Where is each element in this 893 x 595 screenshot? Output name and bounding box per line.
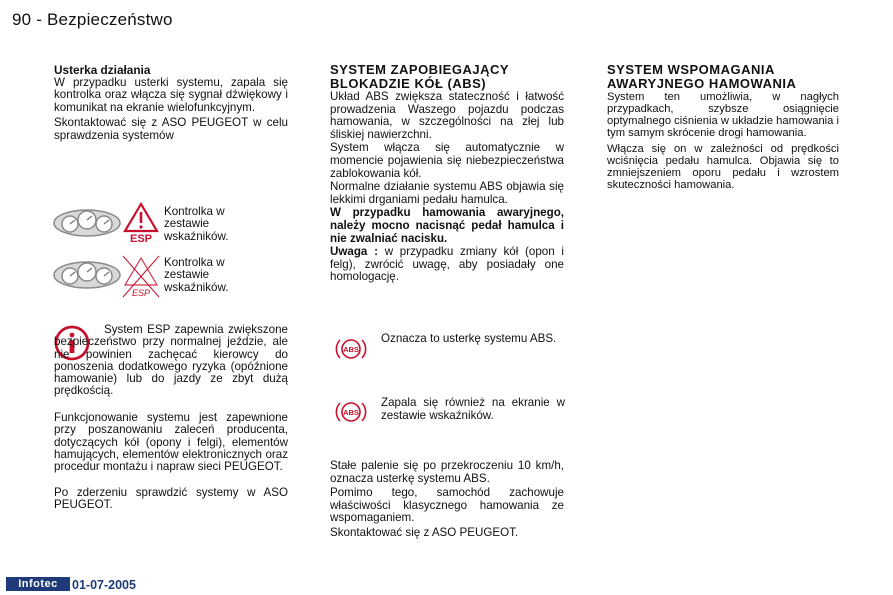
fault-paragraph-1: W przypadku usterki systemu, zapala się kontrolka oraz włącza się sygnał dźwiękowy i komunikat na ekranie wielofunkcyjnym.: [54, 75, 288, 114]
note-text: w przypadku zmiany kół (opon i felg), zwrócić uwagę, aby posiadały one homologację.: [330, 245, 564, 284]
esp-info-paragraph-2: Funkcjonowanie systemu jest zapewnione przy poszanowaniu zaleceń producenta, dotyczących kół (opony i felgi), elementów hamujących, elementów elektronicznych oraz procedur montażu i napraw sieci PEUGEOT.: [54, 411, 288, 474]
brake-assist-paragraph-2: Włącza się on w zależności od prędkości wciśnięcia pedału hamulca. Objawia się to zmniejszeniem oporu pedału i wzrostem skuteczności hamowania.: [607, 143, 839, 191]
lamp-1-label: Kontrolka w zestawie wskaźników.: [164, 205, 229, 243]
column-abs: [330, 63, 564, 284]
abs-paragraph-fallback: Pomimo tego, samochód zachowuje właściwości klasycznego hamowania ze wspomaganiem.: [330, 486, 564, 525]
note-lead: Uwaga :: [330, 245, 378, 259]
abs-warning-icon: [334, 399, 368, 425]
instrument-cluster-icon: [52, 259, 122, 291]
brake-assist-title: SYSTEM WSPOMAGANIA AWARYJNEGO HAMOWANIA: [607, 62, 797, 91]
abs-warning-icon: [334, 336, 368, 362]
abs-paragraph-constant: Stałe palenie się po przekroczeniu 10 km/h, oznacza usterkę systemu ABS.: [330, 459, 564, 485]
fault-paragraph-2: Skontaktować się z ASO PEUGEOT w celu sprawdzenia systemów: [54, 116, 288, 142]
brake-assist-paragraph-1: System ten umożliwia, w nagłych przypadkach, szybsze osiągnięcie optymalnego ciśnienia w układzie hamowania i tym samym skrócenie drogi hamowania.: [607, 91, 839, 139]
instrument-cluster-icon: [52, 207, 122, 239]
fault-heading: Usterka działania: [54, 63, 151, 77]
infotec-logo: Infotec: [6, 577, 70, 591]
abs-paragraph-2: System włącza się automatycznie w momencie pojawienia się niebezpieczeństwa zablokowania kół.: [330, 141, 564, 180]
abs-lamp-1-label: Oznacza to usterkę systemu ABS.: [381, 332, 557, 345]
column-abs-lower: [330, 460, 564, 540]
footer-date: 01-07-2005: [72, 578, 136, 592]
abs-paragraph-note: [330, 246, 564, 284]
abs-title: SYSTEM ZAPOBIEGAJĄCY BLOKADZIE KÓŁ (ABS): [330, 62, 509, 91]
lamp-2-label: Kontrolka w zestawie wskaźników.: [164, 256, 229, 294]
abs-icon-label: ABS: [343, 345, 359, 354]
abs-lamp-2-label: Zapala się również na ekranie w zestawie wskaźników.: [381, 396, 565, 422]
esp-info-paragraph-3: Po zderzeniu sprawdzić systemy w ASO PEUGEOT.: [54, 486, 288, 512]
abs-paragraph-1: Układ ABS zwiększa stateczność i łatwość prowadzenia Waszego pojazdu podczas hamowania, w szczególności na złej lub śliskiej nawierzchni.: [330, 90, 564, 141]
esp-off-icon-label: ESP: [131, 288, 151, 298]
esp-info-paragraph-1: System ESP zapewnia zwiększone bezpieczeństwo przy normalnej jeździe, ale nie powinien zachęcać kierowcy do ponoszenia dodatkowego ryzyka (opóźnione hamowanie) lub do jazdy ze zbyt dużą prędkością.: [54, 323, 288, 398]
esp-icon-label: ESP: [129, 233, 153, 243]
column-brake-assist: [607, 63, 839, 191]
column-esp: [54, 64, 288, 143]
abs-paragraph-3: Normalne działanie systemu ABS objawia się lekkimi drganiami pedału hamulca.: [330, 180, 564, 206]
abs-paragraph-contact: Skontaktować się z ASO PEUGEOT.: [330, 525, 519, 539]
abs-icon-label: ABS: [343, 408, 359, 417]
abs-paragraph-emergency: W przypadku hamowania awaryjnego, należy mocno nacisnąć pedał hamulca i nie zwalniać nacisku.: [330, 206, 564, 245]
esp-warning-icon: [122, 201, 160, 243]
page-title: 90 - Bezpieczeństwo: [12, 10, 173, 29]
esp-off-icon: [120, 253, 162, 299]
